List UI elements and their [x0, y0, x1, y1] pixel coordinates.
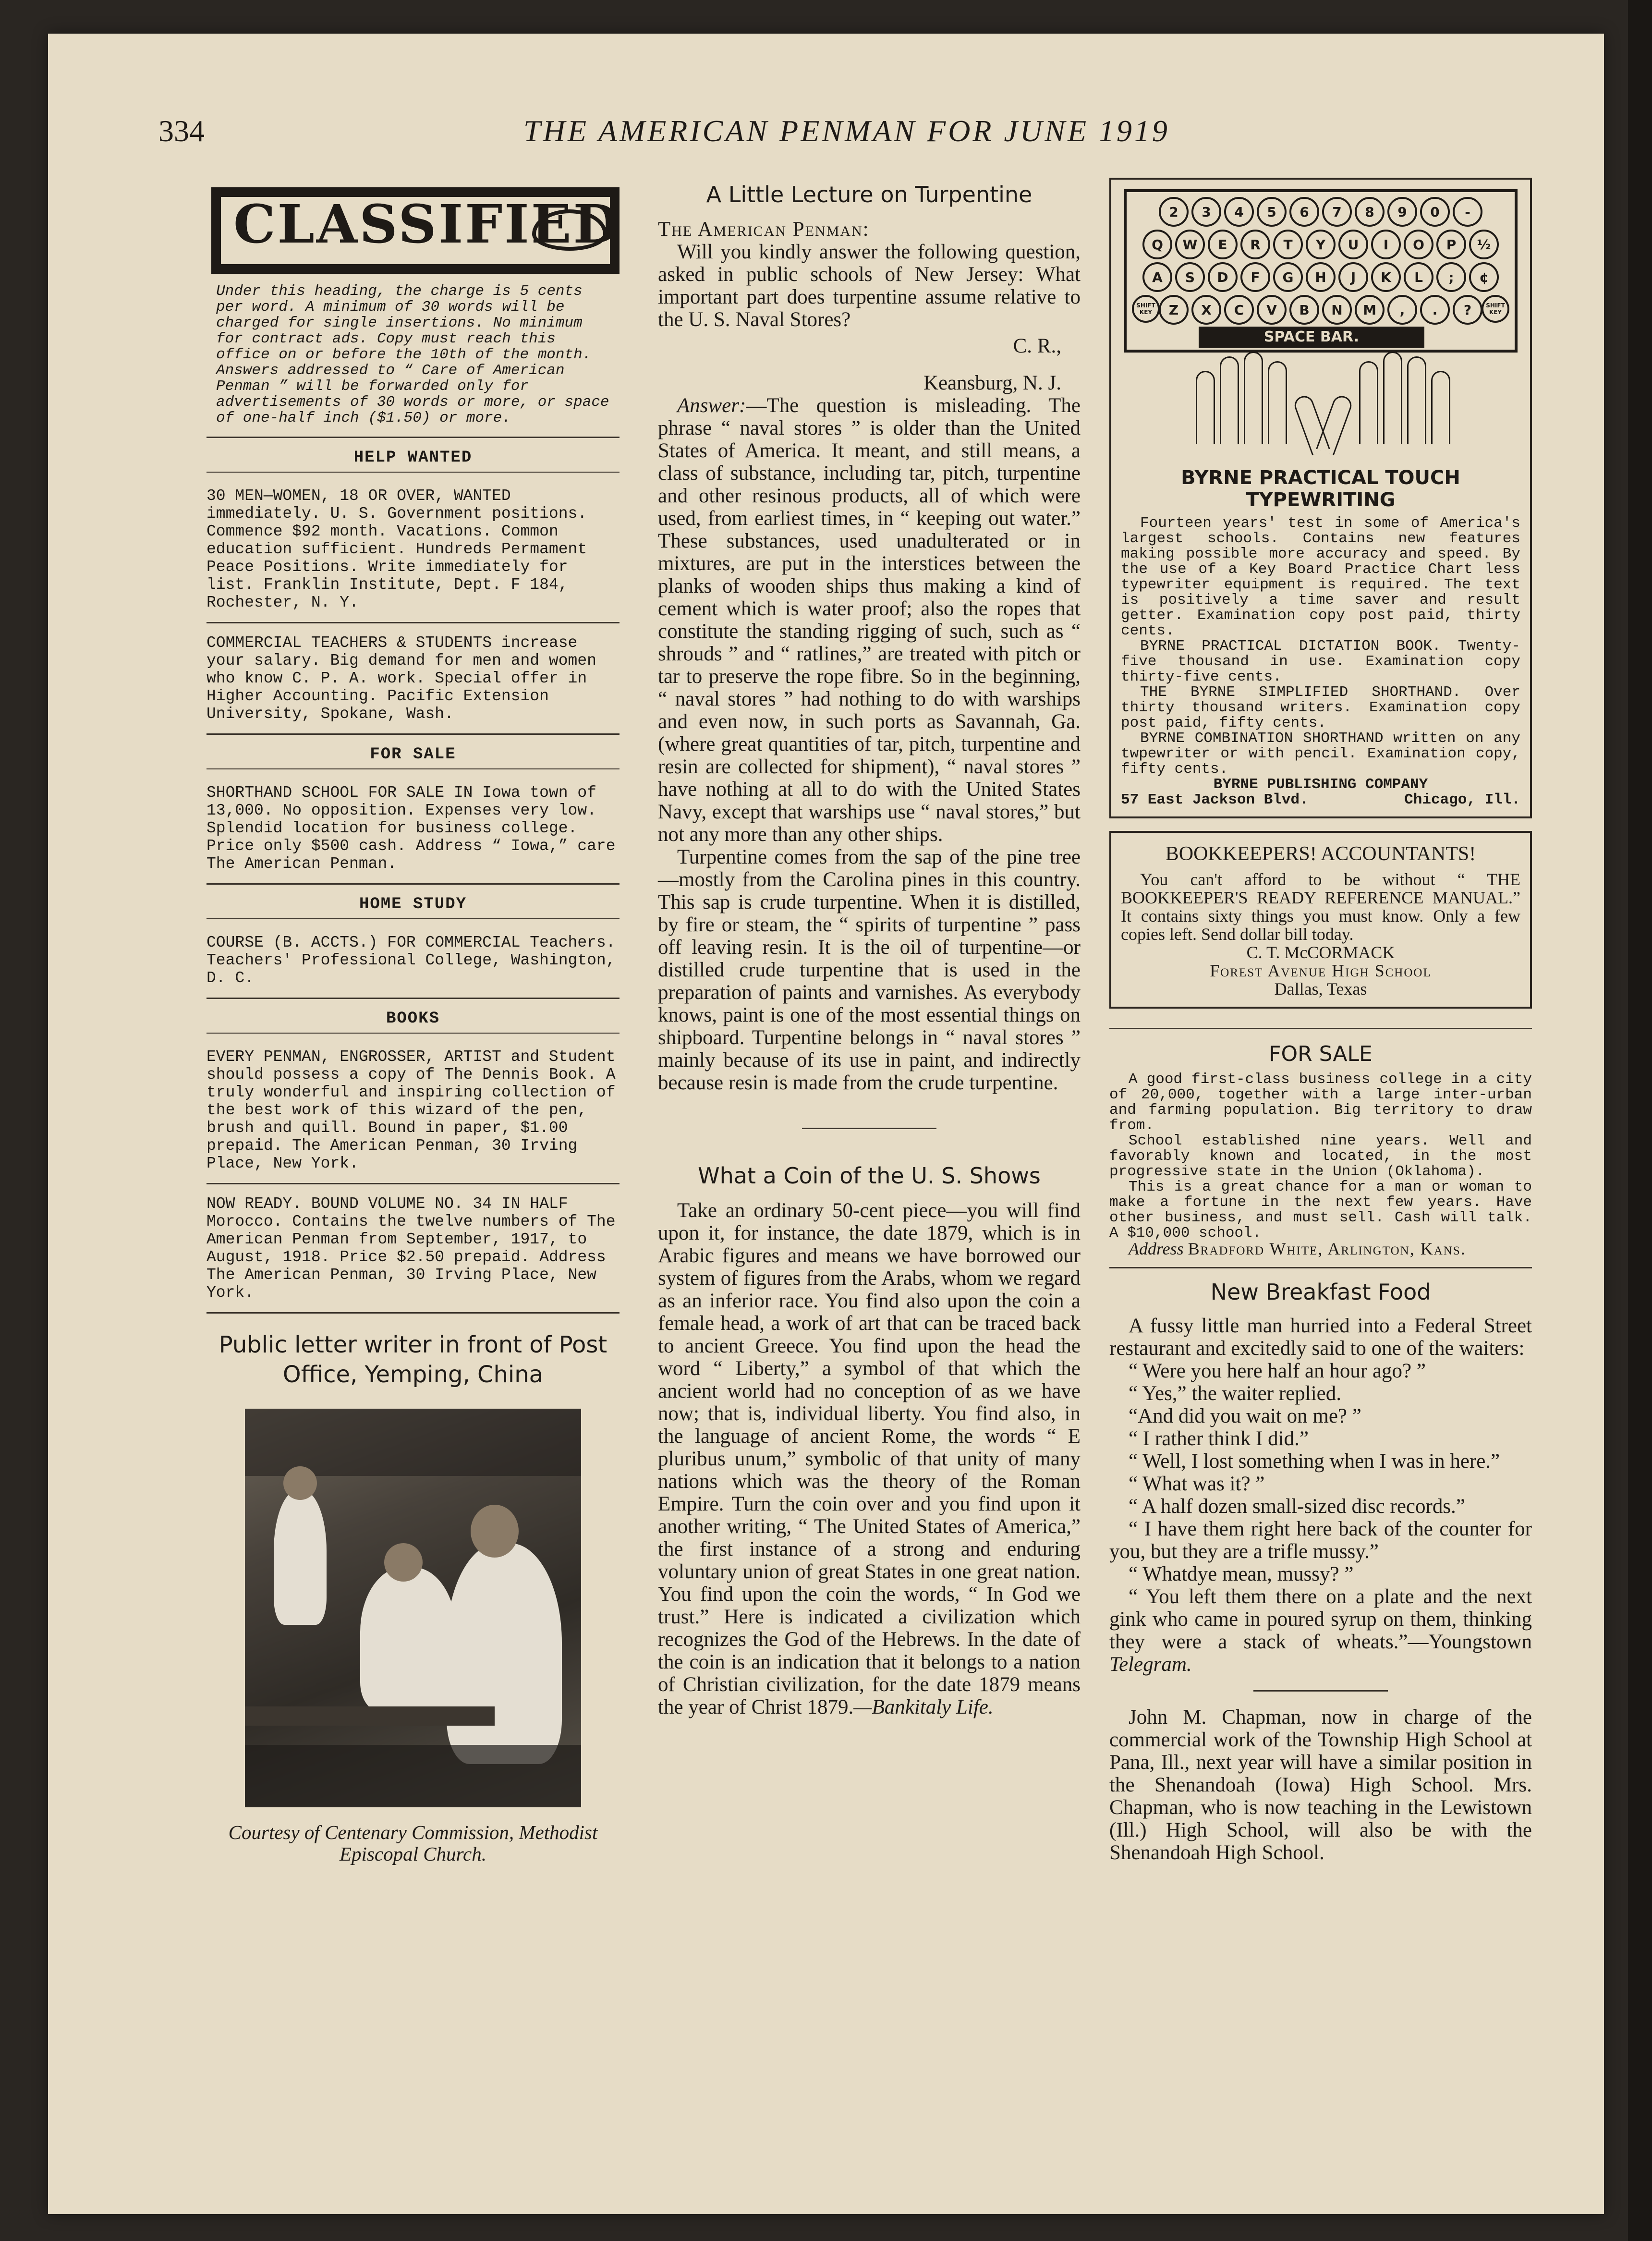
- article-title: New Breakfast Food: [1210, 1279, 1431, 1305]
- ad-paragraph: THE BYRNE SIMPLIFIED SHORTHAND. Over thirty thousand writers. Examination copy post paid, fifty cents.: [1121, 684, 1520, 731]
- dialogue-line: [1109, 1382, 1532, 1405]
- advertiser-name: C. T. McCORMACK: [1246, 943, 1395, 962]
- article-body: [658, 218, 1081, 1094]
- photo-caption: Courtesy of Centenary Commission, Methodist Episcopal Church.: [228, 1821, 598, 1865]
- dialogue-line: [1109, 1585, 1532, 1676]
- article-title: What a Coin of the U. S. Shows: [698, 1163, 1041, 1189]
- classified-ad: 30 MEN—WOMEN, 18 OR OVER, WANTED immediately. U. S. Government positions. Commence $92 month. Vacations. Common education sufficient. Hundreds Permament Peace Positions. Write immediately for list. Franklin Institute, Dept. F 184, Rochester, N. Y.: [206, 487, 587, 611]
- ad-paragraph: You can't afford to be without “ THE BOOKKEEPER'S READY REFERENCE MANUAL.” It contains sixty things you must know. Only a few copies left. Send dollar bill today.: [1121, 870, 1520, 944]
- breakfast-body: [1109, 1315, 1532, 1676]
- classified-rules: Under this heading, the charge is 5 cents per word. A minimum of 30 words will be charged for single insertions. No minimum for contract ads. Copy must reach this office on or before the 10th of the month. Answers addressed to “ Care of American Penman ” will be forwarded only for advertisements of 30 words or more, or space of one-half inch ($1.50) or more.: [216, 283, 609, 426]
- ad-paragraph: BYRNE PRACTICAL DICTATION BOOK. Twenty-five thousand in use. Examination copy thirty-five cents.: [1121, 638, 1520, 685]
- dialogue-text: “ A half dozen small-sized disc records.”: [1129, 1495, 1465, 1518]
- key-1-1: W: [1175, 230, 1205, 259]
- advertiser-school: Forest Avenue High School: [1210, 961, 1432, 980]
- dialogue-text: “ You left them there on a plate and the next gink who came in poured syrup on them, thinking they were a stack of wheats.”—Youngstown: [1109, 1585, 1532, 1653]
- bookkeepers-title: BOOKKEEPERS! ACCOUNTANTS!: [1165, 843, 1476, 865]
- key-0-6: 8: [1355, 197, 1385, 227]
- key-3-1: X: [1191, 295, 1221, 325]
- dialogue-line: [1109, 1360, 1532, 1382]
- classified-ad: COMMERCIAL TEACHERS & STUDENTS increase your salary. Big demand for men and women who know C. P. A. work. Special offer in Higher Accounting. Pacific Extension University, Spokane, Wash.: [206, 634, 596, 723]
- ad-paragraph: Fourteen years' test in some of America's largest schools. Contains new features making possible more accuracy and speed. By the use of a Key Board Practice Chart less typewriter equipment is required. The text is positively a time saver and result getter. Examination copy post paid, thirty cents.: [1121, 515, 1520, 639]
- classified-banner: [211, 187, 620, 274]
- key-1-10: ½: [1469, 230, 1499, 259]
- keyboard-diagram: [1124, 189, 1518, 353]
- space-bar: SPACE BAR.: [1199, 327, 1424, 348]
- dialogue-text: “ I rather think I did.”: [1129, 1427, 1309, 1450]
- letter-writer-photo: [245, 1409, 581, 1807]
- dialogue-line: [1109, 1315, 1532, 1360]
- publisher-address: 57 East Jackson Blvd.: [1121, 792, 1309, 808]
- page-number: 334: [158, 114, 205, 148]
- ad-paragraph: This is a great chance for a man or woman to make a fortune in the next few years. Have other business, and must sell. Cash will talk. A $10,000 school.: [1109, 1179, 1532, 1242]
- key-3-0: Z: [1159, 295, 1189, 325]
- dialogue-text: “ I have them right here back of the counter for you, but they are a trifle mussy.”: [1109, 1518, 1532, 1563]
- photo-title: Public letter writer in front of Post Office, Yemping, China: [219, 1331, 607, 1388]
- dialogue-line: [1109, 1450, 1532, 1473]
- classified-ad: COURSE (B. ACCTS.) FOR COMMERCIAL Teachers. Teachers' Professional College, Washington, D. C.: [206, 934, 616, 987]
- dialogue-text: “ What was it? ”: [1129, 1473, 1265, 1495]
- key-0-9: -: [1453, 197, 1482, 227]
- key-3-8: .: [1420, 295, 1450, 325]
- divider: [1253, 1690, 1388, 1692]
- article-title: A Little Lecture on Turpentine: [706, 182, 1032, 207]
- key-3-9: ?: [1453, 295, 1482, 325]
- key-row: [1127, 262, 1515, 292]
- question: Will you kindly answer the following question, asked in public schools of New Jersey: What important part does turpentine assume relative to the U. S. Naval Stores?: [658, 241, 1081, 331]
- advertiser-city: Dallas, Texas: [1274, 979, 1367, 999]
- answer-paragraph: —The question is misleading. The phrase “ naval stores ” is older than the United States of America. It meant, and still means, a class of substance, including tar, pitch, turpentine and other resinous products, all of which were used, from earliest times, in “ keeping out water.” These substances, used unadulterated or in mixtures, are put in the interstices between the planks of wooden ships thus making a kind of cement which is water proof; also the ropes that constitute the standing rigging of such, such as “ shrouds ” and “ ratlines,” are treated with pitch or tar to preserve the rope fibre. So in the beginning, “ naval stores ” had nothing to do with warships and even now, in such ports as Savannah, Ga. (where great quantities of tar, pitch, turpentine and resin are collected for shipment), “ naval stores ” have nothing at all to do with the United States Navy, except that warships use “ naval stores,” but not any more than any other ships.: [658, 394, 1081, 846]
- publisher-city: Chicago, Ill.: [1404, 792, 1520, 808]
- key-1-5: Y: [1306, 230, 1336, 259]
- dialogue-text: “ Were you here half an hour ago? ”: [1129, 1360, 1426, 1382]
- section-home-study: HOME STUDY: [359, 895, 467, 913]
- key-2-6: J: [1338, 262, 1368, 292]
- key-row: [1127, 230, 1515, 259]
- key-0-0: 2: [1159, 197, 1189, 227]
- key-2-0: A: [1142, 262, 1172, 292]
- location: Keansburg, N. J.: [923, 372, 1061, 394]
- classified-ad: NOW READY. BOUND VOLUME NO. 34 IN HALF Morocco. Contains the twelve numbers of The American Penman from September, 1917, to August, 1918. Price $2.50 prepaid. Address The American Penman, 30 Irving Place, New York.: [206, 1195, 616, 1302]
- key-1-2: E: [1208, 230, 1238, 259]
- key-2-9: ;: [1436, 262, 1466, 292]
- classified-banner-text: CLASSIFIED: [233, 193, 621, 255]
- key-2-8: L: [1404, 262, 1433, 292]
- ad-paragraph: A good first-class business college in a city of 20,000, together with a large inter-urban and farming population. Big territory to draw from.: [1109, 1071, 1532, 1134]
- key-1-8: O: [1404, 230, 1433, 259]
- dialogue-text: “ Yes,” the waiter replied.: [1129, 1382, 1341, 1405]
- key-row: [1127, 197, 1515, 227]
- answer-paragraph: Turpentine comes from the sap of the pine tree—mostly from the Carolina pines in this country. This sap is crude turpentine. When it is distilled, by fire or steam, the “ spirits of turpentine ” pass off leaving resin. It is the oil of turpentine—or distilled crude turpentine that is used in the preparation of paints and varnishes. As everybody knows, paint is one of the most essential things on shipboard. Turpentine belongs in “ naval stores ” mainly because of its use in paint, and indirectly because resin is made from the crude turpentine.: [658, 846, 1081, 1094]
- key-0-8: 0: [1420, 197, 1450, 227]
- page-header: [158, 113, 1537, 166]
- publisher-name: BYRNE PUBLISHING COMPANY: [1213, 776, 1428, 793]
- dialogue-line: [1109, 1518, 1532, 1563]
- shift-key: SHIFT KEY: [1132, 295, 1160, 323]
- shift-key: SHIFT KEY: [1482, 295, 1509, 323]
- key-2-5: H: [1306, 262, 1336, 292]
- dialogue-line: [1109, 1563, 1532, 1585]
- dialogue-text: “And did you wait on me? ”: [1129, 1405, 1361, 1427]
- hands-illustration: [1124, 352, 1518, 462]
- dialogue-line: [1109, 1405, 1532, 1427]
- column-classified: [206, 178, 620, 1865]
- address-label: Address: [1129, 1239, 1184, 1258]
- key-1-0: Q: [1142, 230, 1172, 259]
- ad-paragraph: BYRNE COMBINATION SHORTHAND written on any twpewriter or with pencil. Examination copy, fifty cents.: [1121, 730, 1520, 778]
- dialogue-text: A fussy little man hurried into a Federal Street restaurant and excitedly said to one of the waiters:: [1109, 1315, 1532, 1360]
- key-0-7: 9: [1387, 197, 1417, 227]
- key-2-3: F: [1240, 262, 1270, 292]
- key-2-1: S: [1175, 262, 1205, 292]
- key-2-7: K: [1371, 262, 1401, 292]
- key-row: [1127, 295, 1515, 325]
- key-2-10: ¢: [1469, 262, 1499, 292]
- byrne-title: BYRNE PRACTICAL TOUCH TYPEWRITING: [1181, 467, 1460, 511]
- key-0-2: 4: [1224, 197, 1254, 227]
- chapman-note: John M. Chapman, now in charge of the commercial work of the Township High School at Pana, Ill., next year will have a similar position in the Shenandoah (Iowa) High School. Mrs. Chapman, who is now teaching in the Lewistown (Ill.) High School, will also be with the Shenandoah High School.: [1109, 1706, 1532, 1864]
- byrne-ad: [1109, 178, 1532, 818]
- key-3-6: M: [1355, 295, 1385, 325]
- running-title: THE AMERICAN PENMAN FOR JUNE 1919: [523, 114, 1170, 148]
- signature: C. R.,: [1013, 335, 1061, 357]
- key-1-7: I: [1371, 230, 1401, 259]
- coin-body: Take an ordinary 50-cent piece—you will find upon it, for instance, the date 1879, which is in Arabic figures and means we have borrowed our system of figures from the Arabs, whom we regard as an inferior race. You find also upon the coin a female head, a work of art that can be traced back to ancient Greece. You find upon the head the word “ Liberty,” a symbol of that which the ancient world had no conception of as we have now; that is, individual liberty. You find also, in the language of ancient Rome, the words “ E pluribus unum,” symbolic of that unity of many nations which was the theory of the Roman Empire. Turn the coin over and you find upon it another writing, “ The United States of America,” the first instance of a strong and enduring voluntary union of great States in one great nation. You find upon the coin the words, “ In God we trust.” Here is indicated a civilization which recognizes the God of the Hebrews. In the date of the coin is an indication that it belongs to a nation of Christian civilization, for the date 1879 means the year of Christ 1879.: [658, 1199, 1081, 1718]
- for-sale-title: FOR SALE: [1269, 1042, 1373, 1066]
- article-body: [658, 1199, 1081, 1718]
- key-2-2: D: [1208, 262, 1238, 292]
- bookkeepers-ad: [1109, 831, 1532, 1009]
- dialogue-line: [1109, 1495, 1532, 1518]
- answer-label: Answer:: [677, 394, 746, 417]
- key-0-4: 6: [1289, 197, 1319, 227]
- key-1-6: U: [1338, 230, 1368, 259]
- key-0-3: 5: [1257, 197, 1287, 227]
- section-help-wanted: HELP WANTED: [353, 449, 473, 467]
- key-3-2: C: [1224, 295, 1254, 325]
- key-0-1: 3: [1191, 197, 1221, 227]
- breakfast-source: Telegram.: [1109, 1653, 1192, 1676]
- dialogue-text: “ Well, I lost something when I was in here.”: [1129, 1450, 1500, 1473]
- divider: [802, 1128, 936, 1129]
- advertiser-address: Bradford White, Arlington, Kans.: [1188, 1239, 1466, 1258]
- dialogue-line: [1109, 1473, 1532, 1495]
- key-3-7: ,: [1387, 295, 1417, 325]
- key-0-5: 7: [1322, 197, 1352, 227]
- key-1-3: R: [1240, 230, 1270, 259]
- section-for-sale: FOR SALE: [370, 745, 456, 764]
- salutation: The American Penman:: [658, 218, 870, 241]
- key-3-5: N: [1322, 295, 1352, 325]
- coin-source: —Bankitaly Life.: [853, 1696, 994, 1718]
- column-articles: [658, 178, 1081, 1718]
- key-3-4: B: [1289, 295, 1319, 325]
- classified-ad: SHORTHAND SCHOOL FOR SALE IN Iowa town of 13,000. No opposition. Expenses very low. Splendid location for business college. Price only $500 cash. Address “ Iowa,” care The American Penman.: [206, 784, 616, 873]
- section-books: BOOKS: [386, 1010, 440, 1028]
- dialogue-line: [1109, 1427, 1532, 1450]
- classified-ad: EVERY PENMAN, ENGROSSER, ARTIST and Student should possess a copy of The Dennis Book. A truly wonderful and inspiring collection of the best work of this wizard of the pen, brush and quill. Bound in paper, $1.00 prepaid. The American Penman, 30 Irving Place, New York.: [206, 1048, 616, 1172]
- column-ads: [1109, 178, 1532, 1864]
- ad-paragraph: School established nine years. Well and favorably known and located, in the most progressive state in the Union (Oklahoma).: [1109, 1133, 1532, 1180]
- key-2-4: G: [1273, 262, 1303, 292]
- key-3-3: V: [1257, 295, 1287, 325]
- dialogue-text: “ Whatdye mean, mussy? ”: [1129, 1563, 1354, 1585]
- book-spine: [1628, 0, 1652, 2241]
- key-1-9: P: [1436, 230, 1466, 259]
- key-1-4: T: [1273, 230, 1303, 259]
